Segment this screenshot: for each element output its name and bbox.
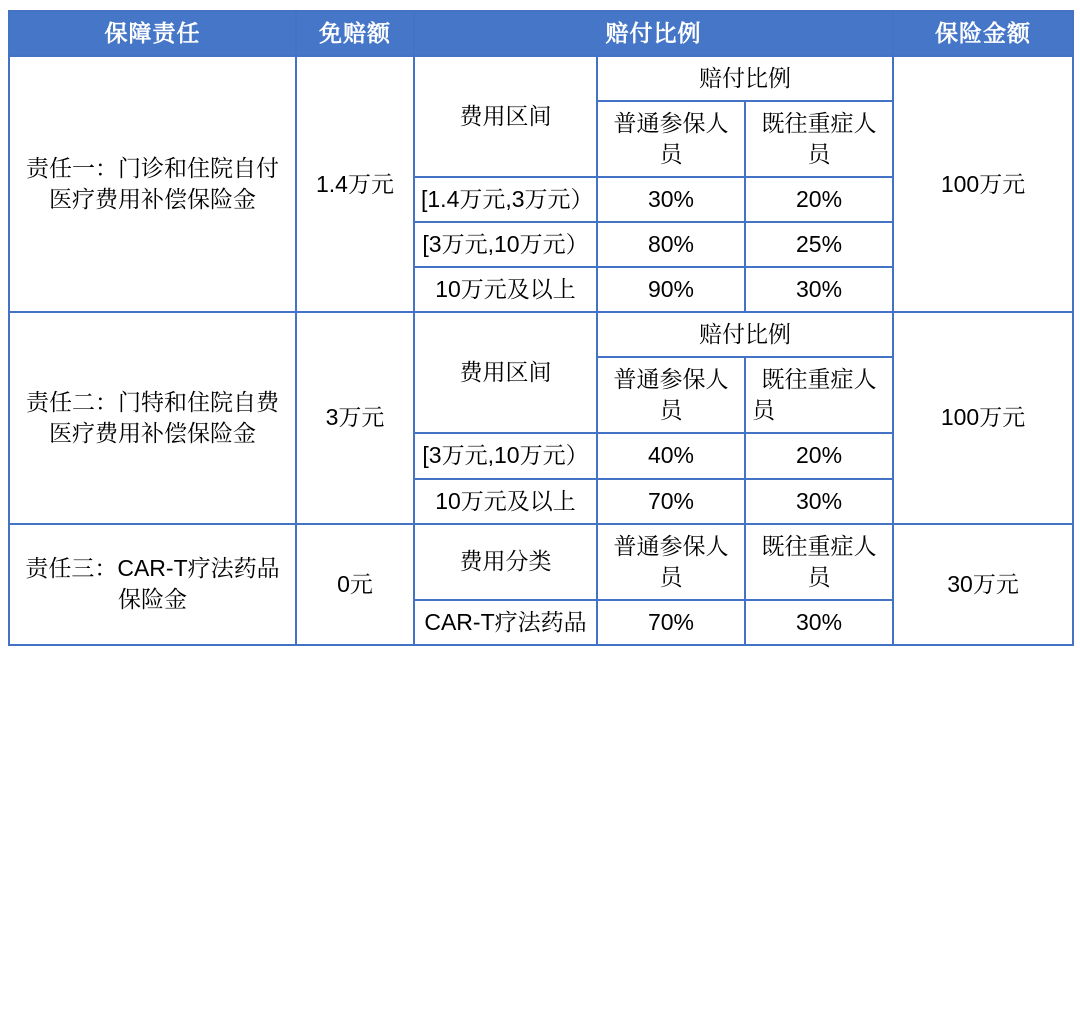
ratio-value-normal: 30% [597, 177, 745, 222]
ratio-value-normal: 90% [597, 267, 745, 312]
ratio-col1-header-3: 普通参保人员 [597, 524, 745, 600]
ratio-group-title-1: 赔付比例 [597, 56, 893, 101]
benefit-coverage-table [8, 10, 1074, 646]
range-value: [3万元,10万元） [414, 433, 597, 478]
header-amount: 保险金额 [893, 11, 1073, 56]
ratio-value-preexisting: 30% [745, 479, 893, 524]
duty-label-2: 责任二：门特和住院自费医疗费用补偿保险金 [9, 312, 296, 523]
deductible-2: 3万元 [296, 312, 414, 523]
header-row [9, 11, 1073, 56]
range-label-3: 费用分类 [414, 524, 597, 600]
range-value: 10万元及以上 [414, 479, 597, 524]
table-row [9, 524, 1073, 600]
ratio-col1-header-1: 普通参保人员 [597, 101, 745, 177]
range-value: [3万元,10万元） [414, 222, 597, 267]
amount-3: 30万元 [893, 524, 1073, 645]
ratio-value-normal: 70% [597, 600, 745, 645]
table-row [9, 312, 1073, 357]
ratio-col2-header-3: 既往重症人员 [745, 524, 893, 600]
range-value: [1.4万元,3万元） [414, 177, 597, 222]
header-ratio: 赔付比例 [414, 11, 893, 56]
ratio-value-preexisting: 20% [745, 433, 893, 478]
range-value: 10万元及以上 [414, 267, 597, 312]
ratio-value-preexisting: 20% [745, 177, 893, 222]
ratio-value-preexisting: 25% [745, 222, 893, 267]
ratio-value-preexisting: 30% [745, 267, 893, 312]
table-row [9, 56, 1073, 101]
table-body [9, 56, 1073, 645]
ratio-value-normal: 70% [597, 479, 745, 524]
ratio-value-normal: 80% [597, 222, 745, 267]
header-duty: 保障责任 [9, 11, 296, 56]
duty-label-1: 责任一：门诊和住院自付医疗费用补偿保险金 [9, 56, 296, 312]
ratio-group-title-2: 赔付比例 [597, 312, 893, 357]
range-label-2: 费用区间 [414, 312, 597, 433]
duty-label-3: 责任三：CAR-T疗法药品保险金 [9, 524, 296, 645]
table-header [9, 11, 1073, 56]
header-deductible: 免赔额 [296, 11, 414, 56]
ratio-value-preexisting: 30% [745, 600, 893, 645]
deductible-3: 0元 [296, 524, 414, 645]
ratio-col1-header-2: 普通参保人员 [597, 357, 745, 433]
ratio-col2-header-1: 既往重症人员 [745, 101, 893, 177]
range-value: CAR-T疗法药品 [414, 600, 597, 645]
amount-2: 100万元 [893, 312, 1073, 523]
ratio-col2-header-2: 既往重症人员 [745, 357, 893, 433]
ratio-value-normal: 40% [597, 433, 745, 478]
amount-1: 100万元 [893, 56, 1073, 312]
range-label-1: 费用区间 [414, 56, 597, 177]
deductible-1: 1.4万元 [296, 56, 414, 312]
